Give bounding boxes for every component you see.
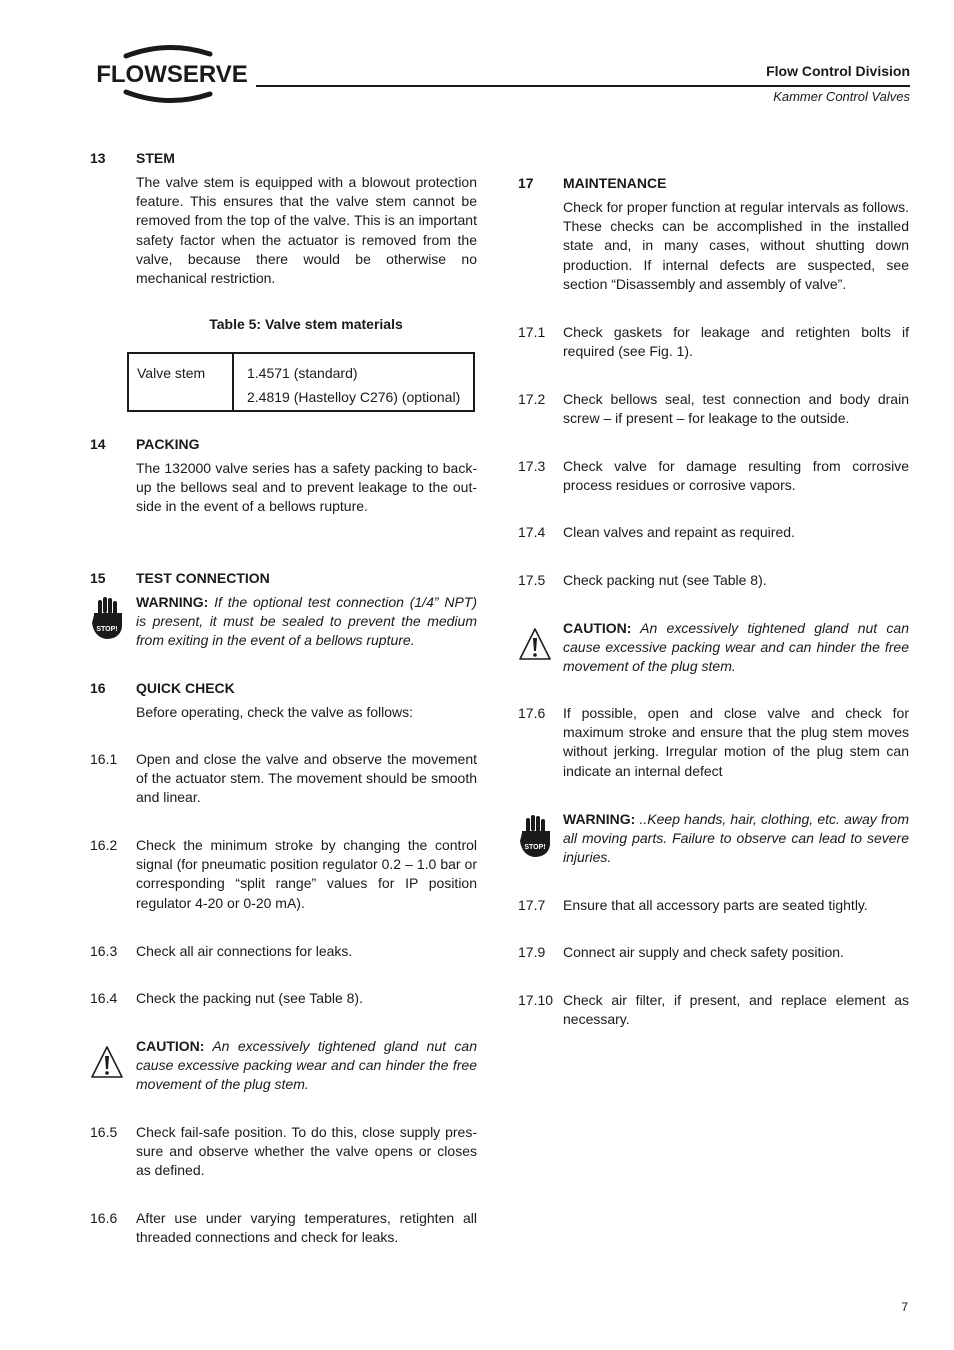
svg-text:STOP!: STOP!: [96, 626, 118, 633]
item-17-10-text: Check air filter, if present, and replace element as necessary.: [563, 992, 909, 1028]
item-17-1-text: Check gaskets for leakage and retighten bolts if required (see Fig. 1).: [563, 324, 909, 360]
stop-hand-icon: [518, 815, 552, 859]
warning-label: WARNING:: [136, 594, 209, 610]
table-5-title: Table 5: Valve stem materials: [209, 316, 403, 332]
item-17-7-number: 17.7: [518, 897, 546, 913]
section-15-warning: [136, 593, 477, 651]
section-17-warning: [563, 810, 909, 868]
section-17-title: MAINTENANCE: [563, 175, 667, 191]
caution-triangle-icon: [518, 622, 552, 666]
item-17-6-number: 17.6: [518, 705, 546, 721]
flowserve-logo: [88, 44, 256, 106]
section-17-number: 17: [518, 175, 534, 191]
item-16-3-text: Check all air connections for leaks.: [136, 943, 353, 959]
item-16-1-text: Open and close the valve and observe the movement of the actuator stem. The movement should be smooth and linear.: [136, 751, 477, 806]
item-16-4-text: Check the packing nut (see Table 8).: [136, 990, 363, 1006]
section-16-title: QUICK CHECK: [136, 680, 235, 696]
caution-label: CAUTION:: [563, 620, 632, 636]
item-17-10-number: 17.10: [518, 992, 554, 1008]
item-17-2-text: Check bellows seal, test connection and body drain screw – if present – for leakage to the outside.: [563, 391, 909, 427]
section-14-title: PACKING: [136, 436, 200, 452]
item-16-3-number: 16.3: [90, 943, 118, 959]
item-17-7-text: Ensure that all accessory parts are seated tightly.: [563, 897, 868, 913]
caution-text: An excessively tightened gland nut can cause excessive packing wear and can hinder the free movement of the plug stem.: [563, 620, 909, 675]
svg-text:FLOWSERVE: FLOWSERVE: [96, 61, 248, 88]
item-16-2-text: Check the minimum stroke by changing the control signal (for pneumatic position regulator 0.2 – 1.0 bar or corresponding “split range” values for IP position regulator 4-20 or 0-20 mA).: [136, 837, 477, 911]
item-17-3-text: Check valve for damage resulting from corrosive process residues or corrosive vapors.: [563, 458, 909, 494]
item-17-4-number: 17.4: [518, 524, 546, 540]
section-15-number: 15: [90, 570, 106, 586]
section-16-number: 16: [90, 680, 106, 696]
caution-label: CAUTION:: [136, 1038, 205, 1054]
item-17-2-number: 17.2: [518, 391, 546, 407]
valve-stem-materials-table: [127, 352, 475, 412]
section-13-title: STEM: [136, 150, 175, 166]
table-value-optional: 2.4819 (Hastelloy C276) (optional): [247, 389, 461, 405]
caution-text: An excessively tightened gland nut can cause excessive packing wear and can hinder the free movement of the plug stem.: [136, 1038, 477, 1093]
section-17-caution: [563, 619, 909, 677]
section-14-number: 14: [90, 436, 106, 452]
item-16-5-text: Check fail-safe position. To do this, close supply pres-sure and observe whether the valve opens or closes as defined.: [136, 1124, 477, 1179]
section-17-intro: Check for proper function at regular intervals as follows. These checks can be accomplished in the installed state and, in many cases, without shutting down production. If internal defects are suspected, see section “Disassembly and assembly of valve”.: [563, 199, 909, 292]
item-17-4-text: Clean valves and repaint as required.: [563, 524, 795, 540]
section-16-caution: [136, 1037, 477, 1095]
item-17-9-text: Connect air supply and check safety position.: [563, 944, 844, 960]
svg-text:STOP!: STOP!: [524, 844, 546, 851]
header-rule: [256, 85, 910, 87]
table-row-label: Valve stem: [137, 365, 206, 381]
section-15-title: TEST CONNECTION: [136, 570, 270, 586]
section-13-number: 13: [90, 150, 106, 166]
caution-triangle-icon: [90, 1040, 124, 1084]
item-17-9-number: 17.9: [518, 944, 546, 960]
page-number: 7: [901, 1300, 908, 1314]
item-17-1-number: 17.1: [518, 324, 546, 340]
item-16-6-number: 16.6: [90, 1210, 118, 1226]
stop-hand-icon: [90, 597, 124, 641]
item-17-6-text: If possible, open and close valve and check for maximum stroke and ensure that the plug stem moves without jerking. Irregular motion of the plug stem can indicate an internal defect: [563, 705, 909, 779]
item-17-3-number: 17.3: [518, 458, 546, 474]
item-16-2-number: 16.2: [90, 837, 118, 853]
item-17-5-number: 17.5: [518, 572, 546, 588]
warning-text: ..Keep hands, hair, clothing, etc. away from all moving parts. Failure to observe can lead to severe injuries.: [563, 811, 909, 866]
section-14-body: The 132000 valve series has a safety packing to back-up the bellows seal and to prevent leakage to the out-side in the event of a bellows rupture.: [136, 460, 477, 515]
item-16-1-number: 16.1: [90, 751, 118, 767]
item-16-4-number: 16.4: [90, 990, 118, 1006]
table-value-standard: 1.4571 (standard): [247, 365, 358, 381]
section-13-body: The valve stem is equipped with a blowout protection feature. This ensures that the valve stem cannot be removed from the top of the valve. This is an important safety factor when the actuator is removed from the valve, because there would be otherwise no mechanical restriction.: [136, 174, 477, 287]
warning-text: If the optional test connection (1/4” NPT) is present, it must be sealed to prevent the medium from exiting in the event of a bellows rupture.: [136, 594, 477, 649]
section-16-intro: Before operating, check the valve as follows:: [136, 704, 414, 720]
item-16-5-number: 16.5: [90, 1124, 118, 1140]
item-17-5-text: Check packing nut (see Table 8).: [563, 572, 767, 588]
division-title: Flow Control Division: [766, 63, 910, 79]
product-line: Kammer Control Valves: [773, 89, 910, 104]
warning-label: WARNING:: [563, 811, 636, 827]
item-16-6-text: After use under varying temperatures, retighten all threaded connections and check for leaks.: [136, 1210, 477, 1246]
